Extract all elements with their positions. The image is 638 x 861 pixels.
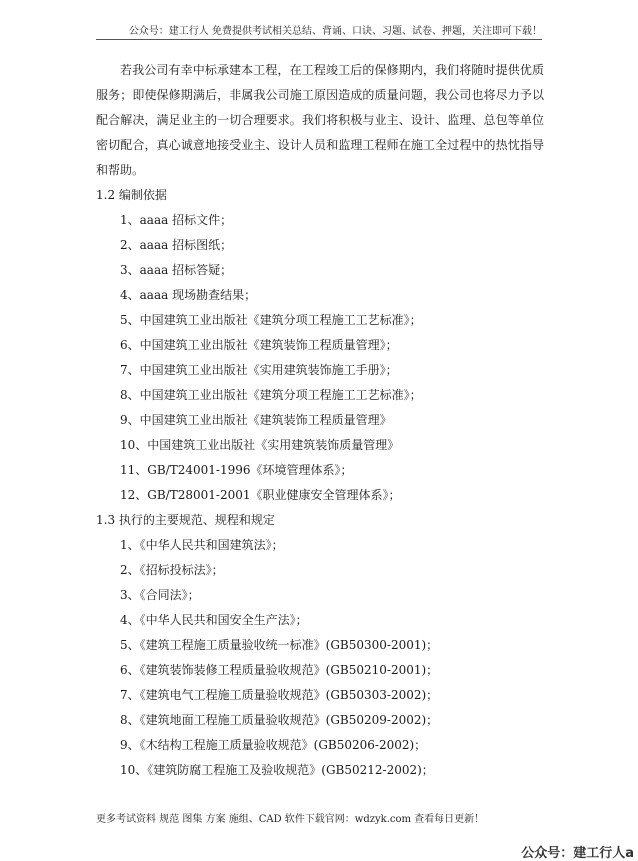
- intro-paragraph: 若我公司有幸中标承建本工程，在工程竣工后的保修期内，我们将随时提供优质服务；即使保修期满后，非属我公司施工原因造成的质量问题，我公司也将尽力予以配合解决，满足业主的一切合理要求。我们将积极与业主、设计、监理、总包等单位密切配合，真心诚意地接受业主、设计人员和监理工程师在施工全过程中的热忱指导和帮助。: [96, 63, 544, 177]
- list-item: 8、中国建筑工业出版社《建筑分项工程施工工艺标准》；: [120, 388, 422, 402]
- list-item: 5、中国建筑工业出版社《建筑分项工程施工工艺标准》；: [120, 313, 422, 327]
- standards-list: [120, 533, 540, 783]
- page-footer: 更多考试资料 规范 图集 方案 施组、CAD 软件下载官网：wdzyk.com 查看每日更新！: [96, 814, 485, 825]
- list-item: 12、GB/T28001-2001《职业健康安全管理体系》；: [120, 488, 401, 502]
- list-item: 1、《中华人民共和国建筑法》；: [120, 538, 284, 552]
- list-item: 10、中国建筑工业出版社《实用建筑装饰质量管理》: [120, 438, 400, 452]
- list-item: 9、《木结构工程施工质量验收规范》(GB50206-2002)；: [120, 738, 427, 752]
- page-header: 公众号：建工行人 免费提供考试相关总结、背诵、口诀、习题、试卷、押题，关注即可下载！: [128, 26, 542, 37]
- list-item: 4、aaaa 现场勘查结果；: [120, 288, 257, 302]
- watermark: 公众号：建工行人a: [521, 846, 634, 861]
- list-item: 6、《建筑装饰装修工程质量验收规范》(GB50210-2001)；: [120, 663, 439, 677]
- list-item: 2、aaaa 招标图纸；: [120, 238, 233, 252]
- list-item: 7、中国建筑工业出版社《实用建筑装饰施工手册》；: [120, 363, 398, 377]
- list-item: 11、GB/T24001-1996《环境管理体系》；: [120, 463, 353, 477]
- list-item: 8、《建筑地面工程施工质量验收规范》(GB50209-2002)；: [120, 713, 439, 727]
- list-item: 5、《建筑工程施工质量验收统一标准》(GB50300-2001)；: [120, 638, 439, 652]
- list-item: 3、《合同法》；: [120, 588, 200, 602]
- list-item: 2、《招标投标法》；: [120, 563, 224, 577]
- list-item: 6、中国建筑工业出版社《建筑装饰工程质量管理》；: [120, 338, 398, 352]
- section-title-1-3: 1.3 执行的主要规范、规程和规定: [96, 513, 275, 527]
- list-item: 7、《建筑电气工程施工质量验收规范》(GB50303-2002)；: [120, 688, 439, 702]
- basis-list: [120, 208, 540, 508]
- list-item: 1、aaaa 招标文件；: [120, 213, 233, 227]
- header-divider: [96, 39, 542, 40]
- list-item: 9、中国建筑工业出版社《建筑装饰工程质量管理》: [120, 413, 392, 427]
- section-title-1-2: 1.2 编制依据: [96, 188, 167, 202]
- list-item: 4、《中华人民共和国安全生产法》；: [120, 613, 308, 627]
- list-item: 3、aaaa 招标答疑；: [120, 263, 233, 277]
- list-item: 10、《建筑防腐工程施工及验收规范》(GB50212-2002)；: [120, 763, 434, 777]
